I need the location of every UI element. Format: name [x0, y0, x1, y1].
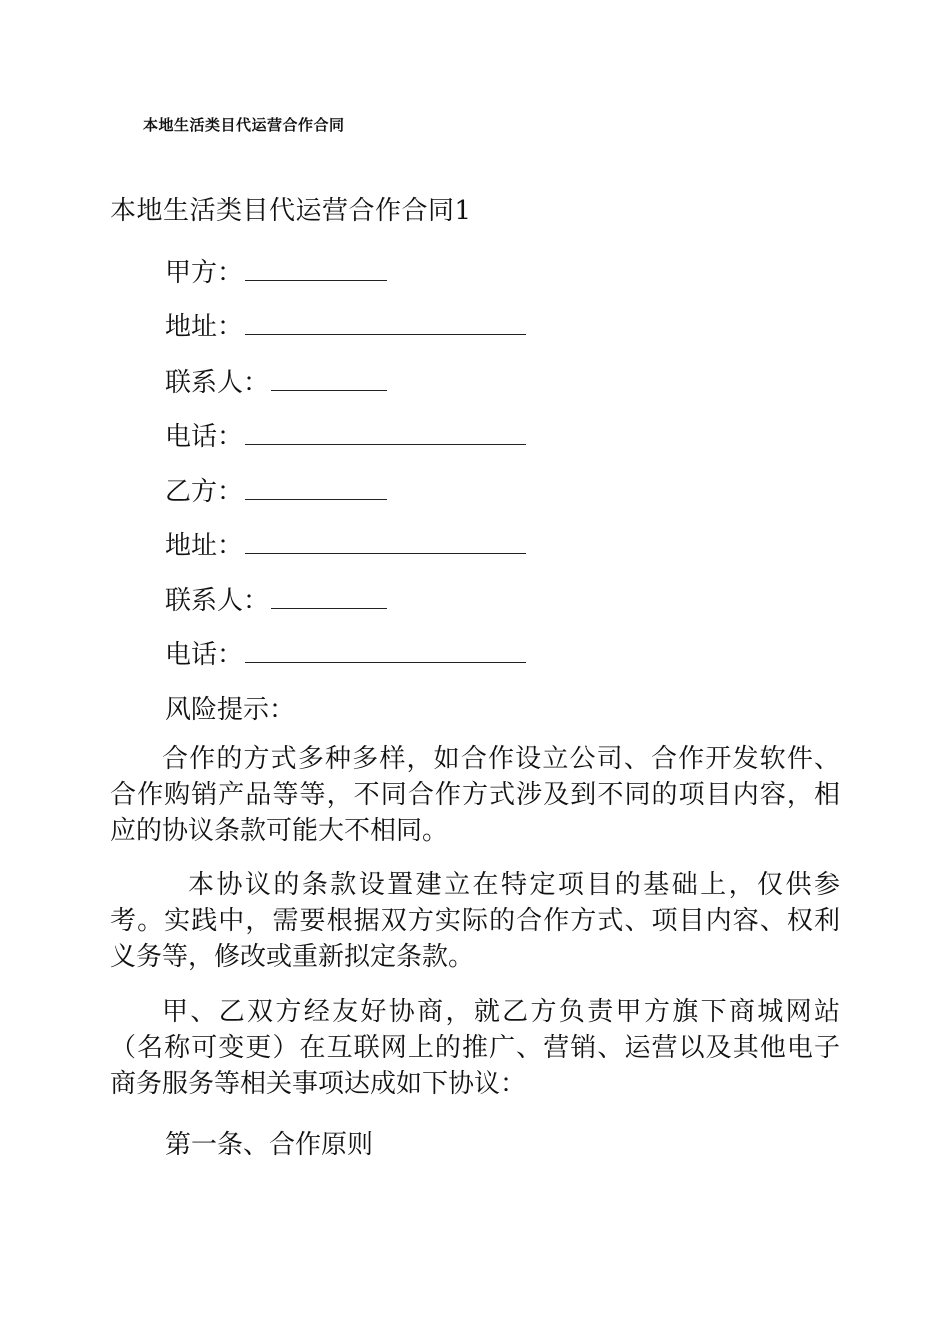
party-a-contact-label: 联系人：	[165, 368, 270, 398]
paragraph-line: 考。实践中，需要根据双方实际的合作方式、项目内容、权利	[110, 906, 840, 936]
party-b-address-field	[165, 525, 526, 562]
paragraph-line: 应的协议条款可能大不相同。	[110, 816, 449, 846]
party-b-phone-field	[165, 634, 526, 671]
party-a-address-label: 地址：	[165, 312, 244, 342]
paragraph-line: 本协议的条款设置建立在特定项目的基础上，仅供参	[188, 870, 840, 900]
paragraph-agreement-scope	[110, 994, 840, 1102]
risk-heading: 风险提示：	[165, 695, 296, 725]
party-a-address-blank	[245, 312, 526, 335]
paragraph-line: （名称可变更）在互联网上的推广、营销、运营以及其他电子	[110, 1033, 840, 1063]
party-b-address-label: 地址：	[165, 531, 244, 561]
party-b-phone-label: 电话：	[165, 640, 244, 670]
paragraph-line: 合作购销产品等等，不同合作方式涉及到不同的项目内容，相	[110, 780, 840, 810]
party-b-contact-blank	[271, 586, 387, 609]
paragraph-line: 甲、乙双方经友好协商，就乙方负责甲方旗下商城网站	[162, 997, 840, 1027]
paragraph-line: 义务等，修改或重新拟定条款。	[110, 942, 475, 972]
party-b-contact-label: 联系人：	[165, 586, 270, 616]
party-a-name-blank	[245, 258, 387, 281]
party-a-phone-blank	[245, 422, 526, 445]
article-1-heading: 第一条、合作原则	[165, 1130, 374, 1160]
party-b-name-label: 乙方：	[165, 477, 244, 507]
party-b-address-blank	[245, 531, 526, 554]
party-b-contact-field	[165, 580, 387, 617]
party-a-contact-field	[165, 362, 387, 399]
paragraph-line: 合作的方式多种多样，如合作设立公司、合作开发软件、	[162, 744, 840, 774]
party-b-name-field	[165, 471, 387, 508]
running-header: 本地生活类目代运营合作合同	[143, 116, 345, 134]
paragraph-line: 商务服务等相关事项达成如下协议：	[110, 1069, 527, 1099]
party-a-contact-blank	[271, 368, 387, 391]
party-a-phone-label: 电话：	[165, 422, 244, 452]
document-title: 本地生活类目代运营合作合同1	[110, 196, 472, 226]
party-b-phone-blank	[245, 640, 526, 663]
party-a-name-label: 甲方：	[165, 258, 244, 288]
party-a-address-field	[165, 306, 526, 343]
party-a-name-field	[165, 252, 387, 289]
paragraph-cooperation-methods	[110, 741, 840, 849]
party-a-phone-field	[165, 416, 526, 453]
paragraph-reference-notice	[110, 867, 840, 975]
party-b-name-blank	[245, 477, 387, 500]
